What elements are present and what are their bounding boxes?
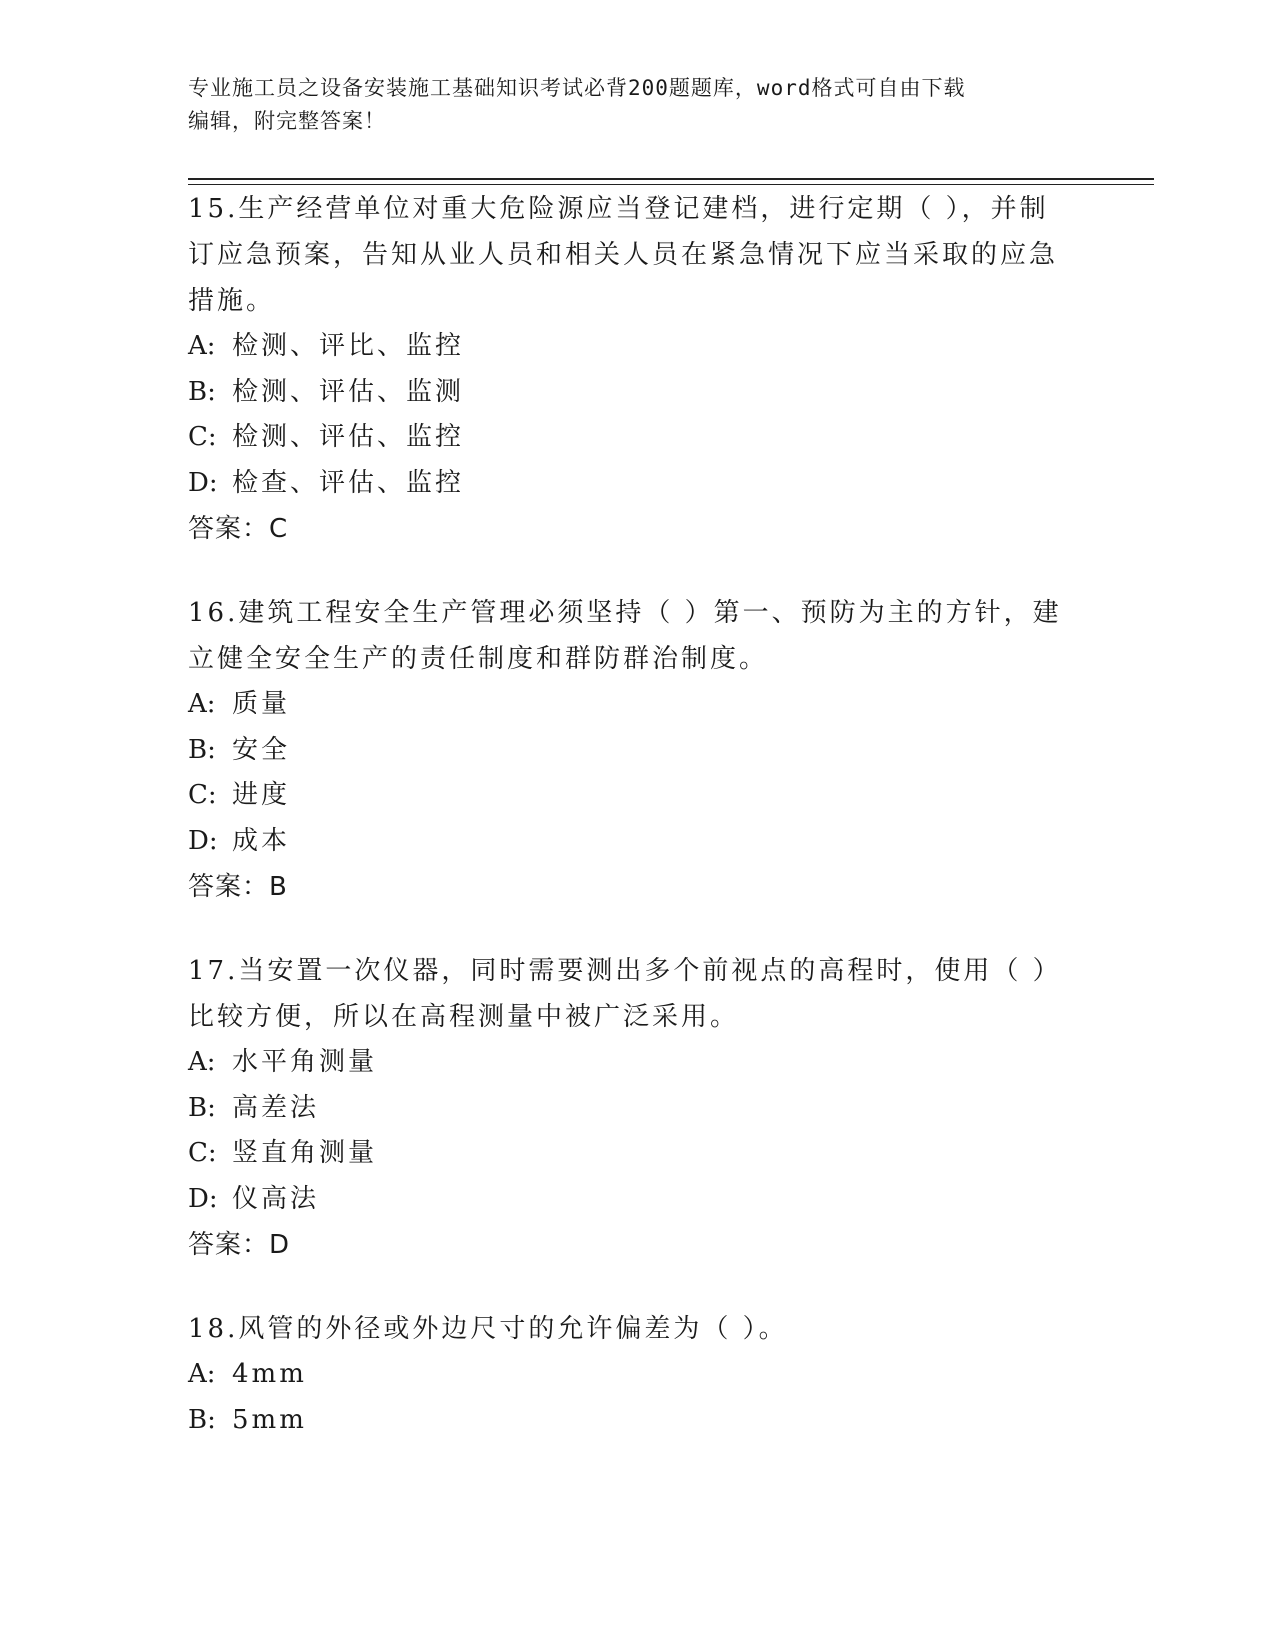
question-stem: 15.生产经营单位对重大危险源应当登记建档，进行定期（ ），并制订应急预案，告知从业人员和相关人员在紧急情况下应当采取的应急措施。 (188, 194, 1059, 316)
option-label: A: (188, 689, 216, 719)
option-text: 4mm (232, 1359, 307, 1389)
option-label: C: (188, 1138, 217, 1168)
option-text: 进度 (232, 780, 291, 810)
option-c (188, 773, 1068, 819)
option-label: B: (188, 734, 216, 765)
header-divider-thin (188, 184, 1154, 185)
option-label: B: (188, 376, 216, 407)
option-b (188, 728, 1068, 774)
option-label: A: (188, 1359, 216, 1389)
question-18 (188, 1306, 1068, 1443)
option-text: 成本 (232, 825, 291, 856)
option-text: 水平角测量 (232, 1047, 378, 1077)
option-b (188, 1086, 1068, 1132)
option-text: 5mm (232, 1404, 307, 1435)
option-d (188, 1177, 1068, 1223)
option-a (188, 1040, 1068, 1086)
option-label: D: (188, 825, 218, 856)
option-label: A: (188, 331, 216, 361)
answer-line: 答案：D (188, 1230, 291, 1260)
option-text: 检查、评估、监控 (232, 467, 465, 498)
header-line-2: 编辑，附完整答案！ (188, 109, 386, 133)
option-d (188, 461, 1068, 507)
question-16 (188, 590, 1068, 910)
question-stem: 16.建筑工程安全生产管理必须坚持（ ）第一、预防为主的方针，建立健全安全生产的责任制度和群防群治制度。 (188, 598, 1062, 674)
option-label: D: (188, 467, 218, 498)
option-label: C: (188, 422, 217, 452)
option-text: 检测、评估、监控 (232, 422, 465, 452)
option-b (188, 1398, 1068, 1444)
option-a (188, 682, 1068, 728)
answer-line: 答案：B (188, 872, 288, 902)
option-text: 安全 (232, 734, 291, 765)
option-a (188, 324, 1068, 370)
option-text: 仪高法 (232, 1183, 320, 1214)
option-c (188, 415, 1068, 461)
option-a (188, 1352, 1068, 1398)
option-label: B: (188, 1092, 216, 1123)
answer-line: 答案：C (188, 514, 289, 544)
option-label: D: (188, 1183, 218, 1214)
option-text: 竖直角测量 (232, 1138, 378, 1168)
option-d (188, 819, 1068, 865)
question-15 (188, 186, 1068, 552)
header-divider-thick (188, 178, 1154, 180)
option-label: C: (188, 780, 217, 810)
document-header (188, 72, 1088, 138)
option-label: A: (188, 1047, 216, 1077)
option-c (188, 1131, 1068, 1177)
option-text: 检测、评比、监控 (232, 331, 465, 361)
question-stem: 18.风管的外径或外边尺寸的允许偏差为（ ）。 (188, 1314, 788, 1344)
option-text: 高差法 (232, 1092, 320, 1123)
option-text: 质量 (232, 689, 291, 719)
option-text: 检测、评估、监测 (232, 376, 465, 407)
question-list (188, 186, 1068, 1481)
header-line-1: 专业施工员之设备安装施工基础知识考试必背200题题库，word格式可自由下载 (188, 76, 966, 100)
option-b (188, 370, 1068, 416)
question-stem: 17.当安置一次仪器，同时需要测出多个前视点的高程时，使用（ ）比较方便，所以在高程测量中被广泛采用。 (188, 956, 1062, 1032)
question-17 (188, 948, 1068, 1268)
option-label: B: (188, 1404, 216, 1435)
